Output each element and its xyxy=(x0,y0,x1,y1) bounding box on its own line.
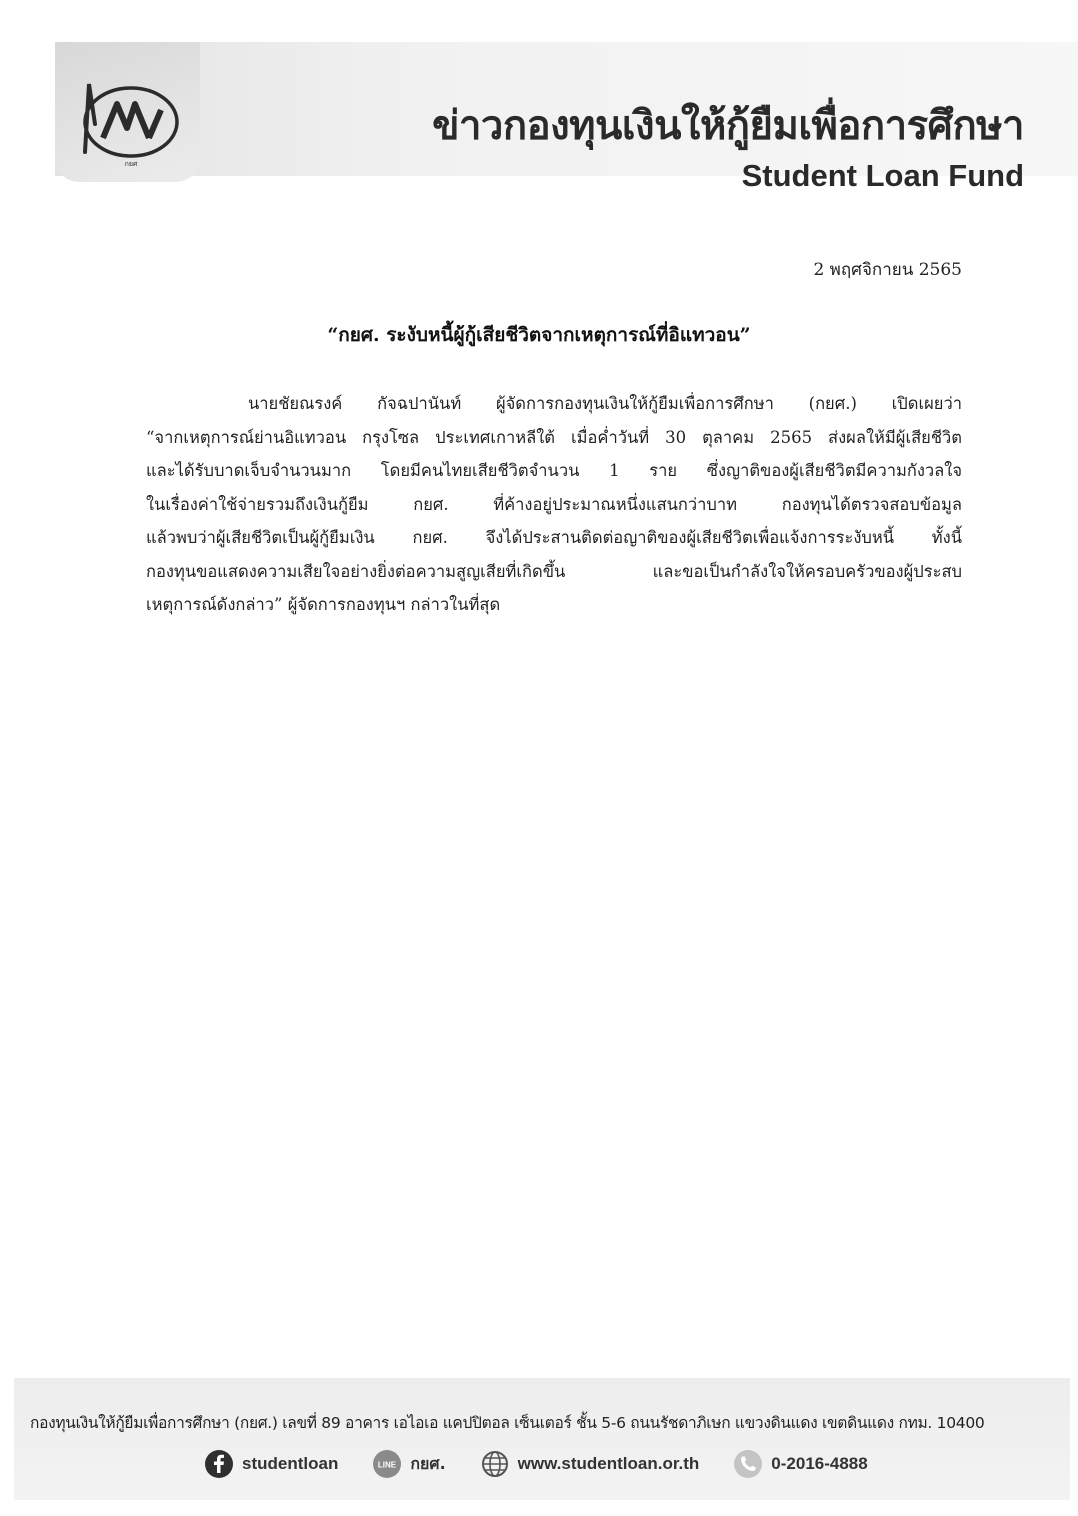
fund-logo xyxy=(65,64,191,174)
logo-container xyxy=(55,42,200,182)
facebook-text: studentloan xyxy=(242,1454,339,1473)
facebook-icon xyxy=(204,1449,234,1479)
paragraph-line: กองทุนขอแสดงความเสียใจอย่างยิ่งต่อความสูญเสียที่เกิดขึ้น และขอเป็นกำลังใจให้ครอบครัวของผู้ประสบ xyxy=(146,561,962,581)
line-link[interactable] xyxy=(372,1449,445,1479)
paragraph-line: “จากเหตุการณ์ย่านอิแทวอน กรุงโซล ประเทศเกาหลีใต้ เมื่อค่ำวันที่ 30 ตุลาคม 2565 ส่งผลให้มีผู้เสียชีวิต xyxy=(146,427,962,447)
document-date: 2 พฤศจิกายน 2565 xyxy=(813,260,962,280)
paragraph-line: นายชัยณรงค์ กัจฉปานันท์ ผู้จัดการกองทุนเงินให้กู้ยืมเพื่อการศึกษา (กยศ.) เปิดเผยว่า xyxy=(248,394,962,413)
paragraph-line: และได้รับบาดเจ็บจำนวนมาก โดยมีคนไทยเสียชีวิตจำนวน 1 ราย ซึ่งญาติของผู้เสียชีวิตมีความกังวลใจ xyxy=(146,461,962,480)
line-text: กยศ. xyxy=(410,1453,446,1473)
phone-text: 0-2016-4888 xyxy=(771,1454,868,1473)
website-text: www.studentloan.or.th xyxy=(517,1454,700,1473)
paragraph-line: เหตุการณ์ดังกล่าว” ผู้จัดการกองทุนฯ กล่าวในที่สุด xyxy=(146,595,501,614)
facebook-link[interactable] xyxy=(204,1449,338,1479)
document-headline: “กยศ. ระงับหนี้ผู้กู้เสียชีวิตจากเหตุการณ์ที่อิแทวอน” xyxy=(327,324,751,346)
paragraph-line: ในเรื่องค่าใช้จ่ายรวมถึงเงินกู้ยืม กยศ. ที่ค้างอยู่ประมาณหนึ่งแสนกว่าบาท กองทุนได้ตรวจสอบข้อมูล xyxy=(146,494,962,514)
website-link[interactable] xyxy=(480,1449,700,1479)
phone-icon xyxy=(733,1449,763,1479)
globe-icon xyxy=(480,1449,510,1479)
news-header xyxy=(55,42,1078,193)
header-subtitle: Student Loan Fund xyxy=(741,158,1024,193)
footer xyxy=(14,1378,1070,1500)
footer-contacts xyxy=(204,1448,902,1480)
logo-caption: กยศ xyxy=(124,160,138,168)
phone-link[interactable] xyxy=(733,1449,867,1479)
footer-address: กองทุนเงินให้กู้ยืมเพื่อการศึกษา (กยศ.) เลขที่ 89 อาคาร เอไอเอ แคปปิตอล เซ็นเตอร์ ชั้น 5-6 ถนนรัชดาภิเษก แขวงดินแดง เขตดินแดง กทม. 10400 xyxy=(30,1414,985,1432)
header-title: ข่าวกองทุนเงินให้กู้ยืมเพื่อการศึกษา xyxy=(432,103,1024,149)
document-paragraph xyxy=(146,387,962,622)
line-icon xyxy=(372,1449,402,1479)
line-icon-label: LINE xyxy=(378,1460,397,1470)
paragraph-line: แล้วพบว่าผู้เสียชีวิตเป็นผู้กู้ยืมเงิน กยศ. จึงได้ประสานติดต่อญาติของผู้เสียชีวิตเพื่อแจ้งการระงับหนี้ ทั้งนี้ xyxy=(146,528,962,547)
